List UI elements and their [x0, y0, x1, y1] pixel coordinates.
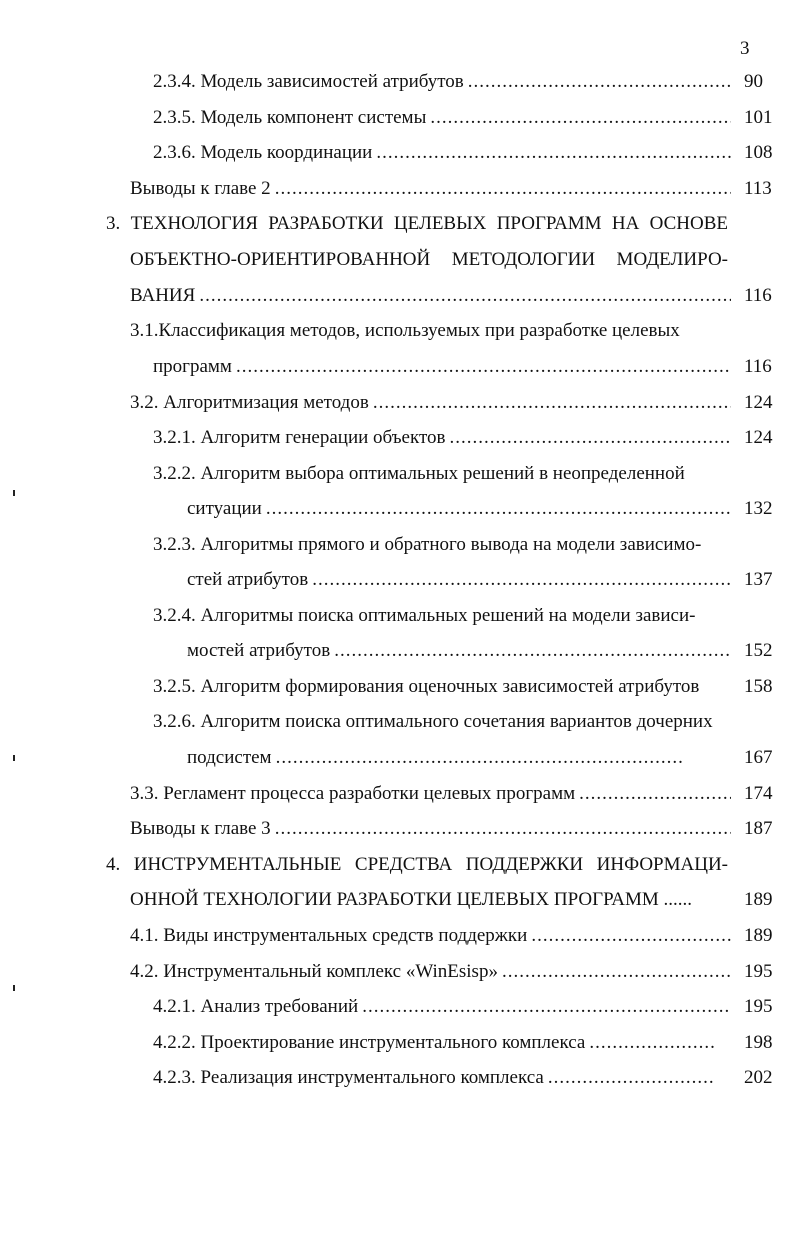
leader-dots — [266, 497, 731, 521]
toc-entry — [130, 817, 735, 841]
toc-entry-label: 4.1. Виды инструментальных средств поддержки — [130, 925, 528, 946]
toc-entry-label: Выводы к главе 2 — [130, 178, 271, 199]
toc-page-number: 187 — [744, 818, 773, 839]
toc-page-number: 108 — [744, 142, 773, 163]
scan-speck — [13, 490, 15, 496]
chapter-heading: 4. ИНСТРУМЕНТАЛЬНЫЕ СРЕДСТВА ПОДДЕРЖКИ ИНФОРМАЦИ- — [106, 854, 728, 875]
toc-page-number: 90 — [744, 71, 763, 92]
toc-entry-label: подсистем — [187, 747, 272, 768]
leader-dots — [275, 177, 731, 201]
toc-entry — [130, 284, 735, 308]
toc-entry — [130, 960, 735, 984]
toc-page-number: 198 — [744, 1032, 773, 1053]
toc-entry — [153, 995, 735, 1019]
toc-entry — [153, 1031, 718, 1055]
page-number: 3 — [740, 38, 750, 59]
toc-entry — [130, 924, 735, 948]
toc-page-number: 116 — [744, 356, 772, 377]
toc-page-number: 195 — [744, 961, 773, 982]
leader-dots — [376, 141, 731, 165]
scan-speck — [13, 755, 15, 761]
toc-page-number: 137 — [744, 569, 773, 590]
toc-entry — [187, 639, 735, 663]
toc-page-number: 132 — [744, 498, 773, 519]
toc-entry-label: мостей атрибутов — [187, 640, 331, 661]
toc-entry-label: программ — [153, 356, 232, 377]
leader-dots — [276, 746, 683, 770]
toc-entry-label: 4.2. Инструментальный комплекс «WinEsisp» — [130, 961, 498, 982]
toc-entry-label: 3.2.4. Алгоритмы поиска оптимальных решений на модели зависи- — [153, 605, 696, 626]
toc-page-number: 167 — [744, 747, 773, 768]
toc-entry-label: 3.2.5. Алгоритм формирования оценочных зависимостей атрибутов — [153, 676, 700, 697]
leader-dots — [531, 924, 731, 948]
leader-dots — [312, 568, 731, 592]
leader-dots — [468, 70, 731, 94]
toc-page-number: 113 — [744, 178, 772, 199]
scan-speck — [13, 985, 15, 991]
toc-entry-label: стей атрибутов — [187, 569, 309, 590]
leader-dots — [199, 284, 731, 308]
leader-dots — [430, 106, 731, 130]
toc-entry — [153, 426, 735, 450]
leader-dots — [548, 1066, 714, 1090]
toc-page-number: 101 — [744, 107, 773, 128]
toc-entry — [153, 355, 735, 379]
toc-entry-label: 2.3.5. Модель компонент системы — [153, 107, 427, 128]
toc-entry — [153, 70, 735, 94]
toc-entry-label: 4.2.3. Реализация инструментального комплекса — [153, 1067, 544, 1088]
toc-page-number: 124 — [744, 392, 773, 413]
toc-entry-label: 3.2.2. Алгоритм выбора оптимальных решений в неопределенной — [153, 463, 685, 484]
toc-page-number: 116 — [744, 285, 772, 306]
toc-entry — [153, 1066, 718, 1090]
leader-dots — [236, 355, 731, 379]
chapter-heading: 3. ТЕХНОЛОГИЯ РАЗРАБОТКИ ЦЕЛЕВЫХ ПРОГРАММ НА ОСНОВЕ — [106, 213, 728, 234]
toc-entry-label: 3.1.Классификация методов, используемых при разработке целевых — [130, 320, 680, 341]
toc-entry-label: 3.2.6. Алгоритм поиска оптимального сочетания вариантов дочерних — [153, 711, 713, 732]
leader-dots — [334, 639, 731, 663]
toc-entry-label: 4.2.1. Анализ требований — [153, 996, 359, 1017]
toc-entry-label: Выводы к главе 3 — [130, 818, 271, 839]
toc-entry — [130, 782, 735, 806]
chapter-heading: ВАНИЯ — [130, 285, 196, 306]
toc-entry-label: 2.3.4. Модель зависимостей атрибутов — [153, 71, 464, 92]
toc-entry — [187, 568, 735, 592]
leader-dots — [362, 995, 731, 1019]
toc-entry-label: 3.2.1. Алгоритм генерации объектов — [153, 427, 446, 448]
chapter-heading: ОБЪЕКТНО-ОРИЕНТИРОВАННОЙ МЕТОДОЛОГИИ МОДЕЛИРО- — [130, 249, 728, 270]
toc-entry-label: ситуации — [187, 498, 262, 519]
chapter-heading — [130, 888, 692, 912]
toc-entry — [153, 141, 735, 165]
toc-entry-label: 3.3. Регламент процесса разработки целевых программ — [130, 783, 576, 804]
toc-entry — [187, 746, 687, 770]
leader-dots — [373, 391, 731, 415]
toc-page-number: 158 — [744, 676, 773, 697]
toc-entry-label: 3.2. Алгоритмизация методов — [130, 392, 369, 413]
toc-entry-label: 2.3.6. Модель координации — [153, 142, 373, 163]
toc-page-number: 202 — [744, 1067, 773, 1088]
toc-entry-label: 3.2.3. Алгоритмы прямого и обратного вывода на модели зависимо- — [153, 534, 702, 555]
leader-dots — [589, 1031, 714, 1055]
toc-page-number: 189 — [744, 889, 773, 910]
toc-entry — [130, 177, 735, 201]
leader-dots — [579, 782, 731, 806]
toc-entry — [130, 391, 735, 415]
toc-entry — [187, 497, 735, 521]
leader-dots — [275, 817, 731, 841]
toc-entry-label: 4.2.2. Проектирование инструментального комплекса — [153, 1032, 586, 1053]
leader-dots — [502, 960, 731, 984]
chapter-heading-text: ОННОЙ ТЕХНОЛОГИИ РАЗРАБОТКИ ЦЕЛЕВЫХ ПРОГРАММ — [130, 889, 659, 910]
toc-page-number: 189 — [744, 925, 773, 946]
toc-page-number: 152 — [744, 640, 773, 661]
leader-dots — [450, 426, 732, 450]
toc-page-number: 174 — [744, 783, 773, 804]
toc-entry — [153, 106, 735, 130]
toc-page-number: 124 — [744, 427, 773, 448]
toc-page-number: 195 — [744, 996, 773, 1017]
leader-dots: ...... — [663, 889, 692, 910]
